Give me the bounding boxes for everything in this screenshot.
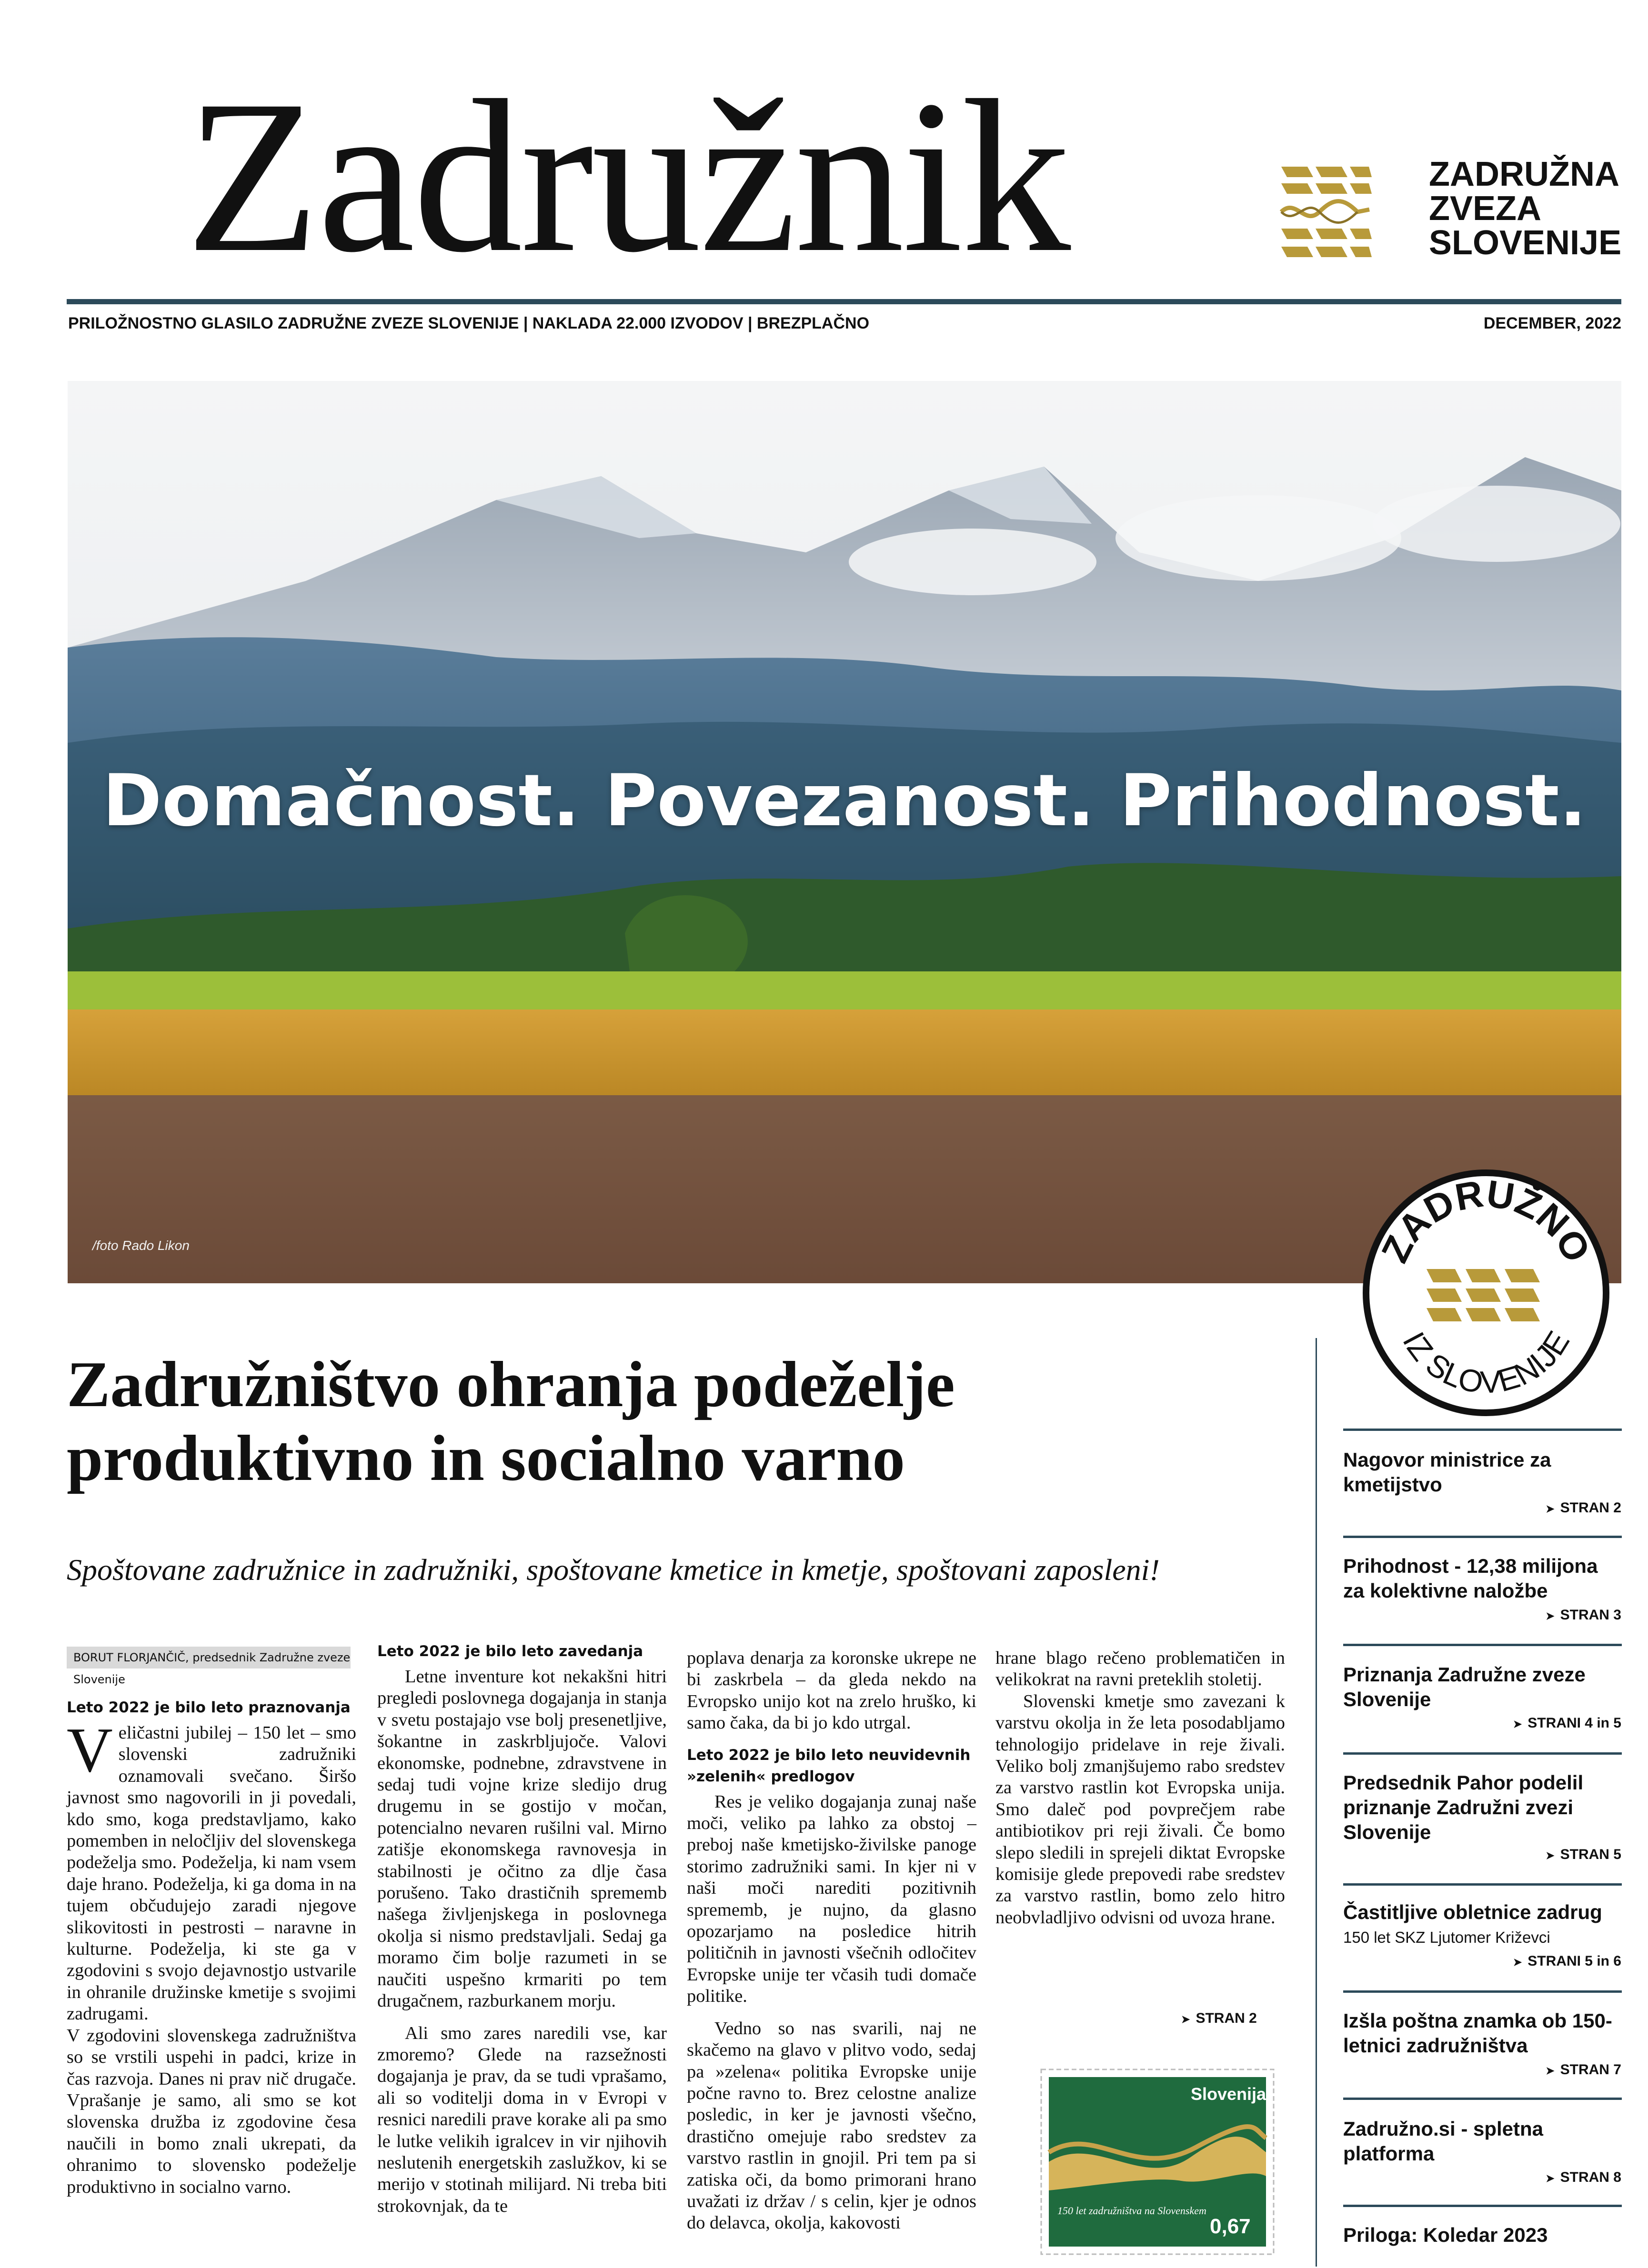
- section-heading: Leto 2022 je bilo leto praznovanja: [67, 1699, 351, 1716]
- arrow-right-icon: ➤: [1546, 2172, 1555, 2184]
- issue-date: DECEMBER, 2022: [1483, 314, 1621, 332]
- sidebar-item-title[interactable]: Zadružno.si - spletna platforma: [1343, 2118, 1544, 2165]
- arrow-right-icon: ➤: [1546, 2065, 1555, 2077]
- sidebar-rule: [1343, 1883, 1622, 1886]
- article-column-1: [67, 1695, 356, 2198]
- section-heading: Leto 2022 je bilo leto neuvidevnih »zelenih« predlogov: [687, 1746, 971, 1785]
- headline-line-1: Zadružništvo ohranja podeželje: [67, 1348, 955, 1420]
- publisher-logo: [1276, 155, 1622, 276]
- sidebar-item-title[interactable]: Izšla poštna znamka ob 150-letnici zadružništva: [1343, 2009, 1612, 2057]
- sidebar-rule: [1343, 1752, 1622, 1755]
- continued-ref[interactable]: ➤ STRAN 2: [1181, 2010, 1257, 2026]
- paragraph: hrane blago rečeno problematičen in velikokrat na ravni preteklih stoletij.: [995, 1648, 1285, 1690]
- paragraph: V zgodovini slovenskega zadružništva so se vrstili uspehi in padci, krize in čas razvoja. Danes ni prav nič drugače. Vprašanje je samo, ali smo se kot slovenska družba iz zgodovine česa naučili in bomo znali ukrepati, da ohranimo to slovensko podeželje produktivno in socialno varno.: [67, 2025, 356, 2197]
- article-headline: [67, 1348, 1305, 1495]
- sidebar-item-title[interactable]: Prihodnost - 12,38 milijona za kolektivne naložbe: [1343, 1555, 1598, 1602]
- hero-slogan: Domačnost. Povezanost. Prihodnost.: [102, 759, 1587, 842]
- article-column-4: [995, 1648, 1285, 1928]
- masthead-subline: PRILOŽNOSTNO GLASILO ZADRUŽNE ZVEZE SLOVENIJE | NAKLADA 22.000 IZVODOV | BREZPLAČNO: [68, 314, 870, 332]
- sidebar-rule: [1343, 1644, 1622, 1646]
- sidebar-item-ref[interactable]: ➤ STRAN 5: [1546, 1847, 1621, 1862]
- seal-top-text: ZADRUŽNO: [1373, 1172, 1599, 1269]
- paragraph: eličastni jubilej – 150 let – smo slovenski zadružniki oznamovali svečano. Širšo javnost smo nagovorili in ji povedali, kdo smo, koga predstavljamo, kako pomemben in neločljiv del slovenskega podeželja smo. Podeželja, ki nam vsem daje hrano. Podeželja, ki ga doma in na tujem občudujejo zaradi njegove slikovitosti in pestrosti – naravne in kulturne. Podeželja, ki ste ga v zgodovini s svojo dejavnostjo ustvarile in ohranile družinske kmetije s svojimi zadrugami.: [67, 1723, 356, 2024]
- stamp-country: Slovenija: [1191, 2084, 1266, 2104]
- photo-credit: /foto Rado Likon: [92, 1238, 190, 1253]
- stamp-caption: 150 let zadružništva na Slovenskem: [1057, 2205, 1206, 2217]
- paragraph: poplava denarja za koronske ukrepe ne bi zaskrbela – da gleda nekdo na Evropsko unijo kot na zrelo hruško, ki samo čaka, da bi jo kdo utrgal.: [687, 1648, 976, 1733]
- drop-cap: V: [67, 1715, 113, 1785]
- author-byline: BORUT FLORJANČIČ, predsednik Zadružne zveze Slovenije: [67, 1647, 351, 1669]
- sidebar-divider: [1316, 1338, 1317, 2267]
- article-column-2: [377, 1639, 667, 2217]
- sidebar-item-title[interactable]: Častitljive obletnice zadrug: [1343, 1901, 1602, 1923]
- sidebar-rule: [1343, 1429, 1622, 1431]
- stamp-value: 0,67: [1210, 2215, 1251, 2238]
- sidebar-rule: [1343, 1990, 1622, 1993]
- logo-line-3: SLOVENIJE: [1429, 224, 1622, 262]
- headline-line-2: produktivno in socialno varno: [67, 1422, 905, 1494]
- sidebar-item-title[interactable]: Predsednik Pahor podelil priznanje Zadružni zvezi Slovenije: [1343, 1771, 1584, 1843]
- sidebar-item-subtitle: 150 let SKZ Ljutomer Križevci: [1343, 1928, 1550, 1946]
- paragraph: Slovenski kmetje smo zavezani k varstvu okolja in že leta posodabljamo tehnologijo pridelave in reje živali. Veliko bolj zmanjšujemo rabo sredstev za varstvo rastlin kot Evropska unija. Smo daleč pod povprečjem rabe antibiotikov pri reji živali. Če bomo slepo sledili in sprejeli diktat Evropske komisije glede prepovedi rabe sredstev za varstvo rastlin, bomo zelo hitro neobvladljivo odvisni od uvoza hrane.: [995, 1691, 1285, 1928]
- paragraph: Res je veliko dogajanja zunaj naše moči, veliko pa lahko za obstoj – preboj naše kmetijsko-živilske panoge storimo zadružniki sami. In kjer ni v naši moči narediti pozitivnih sprememb, je nujno, da glasno opozarjamo na posledice hitrih političnih in javnosti všečnih odločitev Evropske unije ter včasih tudi domače politike.: [687, 1791, 976, 2007]
- sidebar-rule: [1343, 2098, 1622, 2100]
- paragraph: Ali smo zares naredili vse, kar zmoremo? Glede na razsežnosti dogajanja je prav, da se tudi vprašamo, ali so voditelji doma in v Evropi v resnici naredili prave korake ali pa smo le lutke velikih igralcev in vir njihovih neslutenih energetskih zaslužkov, ki se merijo v stotinah milijard. Ni treba biti strokovnjak, da te: [377, 2023, 667, 2216]
- arrow-right-icon: ➤: [1513, 1718, 1522, 1730]
- sidebar-item-ref[interactable]: ➤ STRAN 3: [1546, 1607, 1621, 1623]
- sidebar-item-title[interactable]: Priloga: Koledar 2023: [1343, 2224, 1548, 2246]
- sidebar-item-ref[interactable]: ➤ STRAN 7: [1546, 2062, 1621, 2078]
- article-column-3: [687, 1648, 976, 2234]
- postage-stamp: [1038, 2067, 1276, 2257]
- arrow-right-icon: ➤: [1546, 1610, 1555, 1622]
- arrow-right-icon: ➤: [1546, 1849, 1555, 1861]
- section-heading: Leto 2022 je bilo leto zavedanja: [377, 1643, 643, 1660]
- seal-wheat-icon: [1427, 1269, 1540, 1321]
- sidebar-item-ref[interactable]: ➤ STRANI 4 in 5: [1513, 1715, 1621, 1731]
- sidebar-item-ref[interactable]: ➤ STRAN 2: [1546, 1500, 1621, 1516]
- masthead-rule: [67, 299, 1621, 304]
- sidebar-item-ref[interactable]: ➤ STRAN 8: [1546, 2169, 1621, 2185]
- masthead-title: Zadružnik: [186, 55, 1069, 298]
- sidebar-item-ref[interactable]: ➤ STRANI 5 in 6: [1513, 1953, 1621, 1969]
- sidebar-item-title[interactable]: Nagovor ministrice za kmetijstvo: [1343, 1449, 1551, 1496]
- seal-bottom-text: IZ SLOVENIJE: [1396, 1325, 1577, 1400]
- arrow-right-icon: ➤: [1513, 1956, 1522, 1968]
- arrow-right-icon: ➤: [1546, 1503, 1555, 1515]
- arrow-right-icon: ➤: [1181, 2013, 1190, 2025]
- logo-line-1: ZADRUŽNA: [1429, 155, 1619, 193]
- sidebar-rule: [1343, 1536, 1622, 1538]
- hero-photo: [68, 381, 1621, 1283]
- sidebar-item-title[interactable]: Priznanja Zadružne zveze Slovenije: [1343, 1663, 1586, 1710]
- sidebar-rule: [1343, 2205, 1622, 2207]
- zadruzno-seal: [1355, 1162, 1617, 1424]
- paragraph: Letne inventure kot nekakšni hitri pregledi poslovnega dogajanja in stanja v svetu postajajo vse bolj presenetljive, šokantne in zaskrbljujoče. Valovi ekonomske, podnebne, zdravstvene in sedaj tudi vojne krize sledijo drug drugemu in se gostijo v močan, potencialno nevaren rušilni val. Mirno zatišje ekonomskega ravnovesja in stabilnosti je očitno za dlje časa porušeno. Tako drastičnih sprememb našega življenjskega in poslovnega okolja si nismo predstavljali. Sedaj ga moramo čim bolje razumeti in se naučiti uspešno krmariti po tem drugačnem, razburkanem morju.: [377, 1667, 667, 2011]
- logo-line-2: ZVEZA: [1429, 190, 1542, 228]
- wheat-logo-icon: [1276, 162, 1372, 267]
- article-deck: Spoštovane zadružnice in zadružniki, spoštovane kmetice in kmetje, spoštovani zaposleni!: [67, 1553, 1160, 1587]
- paragraph: Vedno so nas svarili, naj ne skačemo na glavo v plitvo vodo, sedaj pa »zelena« politika Evropske unije počne ravno to. Brez celostne analize posledic, in ker je javnosti všečno, drastično omejuje rabo sredstev za varstvo rastlin in gnojil. Pri tem pa si zatiska oči, da bomo primorani hrano uvažati iz držav / s celin, kjer je odnos do delavca, okolja, kakovosti: [687, 2018, 976, 2233]
